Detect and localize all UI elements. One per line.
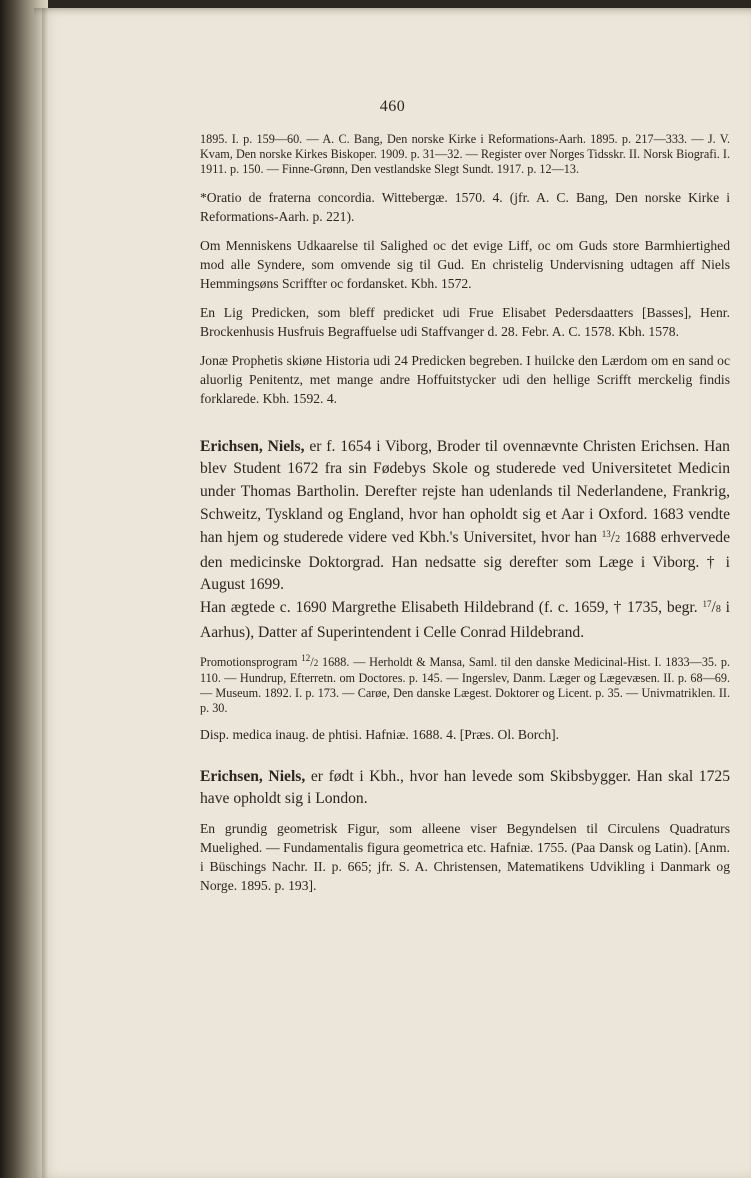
entry-heading-2: Erichsen, Niels, xyxy=(200,767,306,785)
promotion-day: 12 xyxy=(301,652,311,663)
entry-heading: Erichsen, Niels, xyxy=(200,437,305,455)
biography-text: er f. 1654 i Viborg, Broder til ovennævnte Christen Erichsen. Han blev Student 1672 fra sin Fødebys Skole og studerede ved Universitetet Medicin under Thomas Bartholin. Derefter rejste han udenlands til Nederlandene, Frankrig, Schweitz, Tyskland og England, hvor han opholdt sig et Aar i Oxford. 1683 vendte han hjem og studerede videre ved Kbh.'s Universitet, hvor han xyxy=(200,437,730,546)
biography-text-continued: 1688 erhvervede den medicinske Doktorgrad. Han nedsatte sig derefter som Læge i Viborg. † i August 1699. xyxy=(200,528,731,594)
promotion-month: 2 xyxy=(313,657,319,668)
work-entry-udkaarelse: Om Menniskens Udkaarelse til Salighed oc det evige Liff, oc om Guds store Barmhiertighed mod alle Syndere, som omvende sig til Gud. En christelig Undervisning udtagen aff Niels Hemmingsøns Scriffter oc fordansket. Kbh. 1572. xyxy=(200,237,730,291)
book-page xyxy=(34,8,751,1178)
page-content xyxy=(200,132,730,895)
burial-day: 17 xyxy=(702,599,712,610)
date-month: 2 xyxy=(615,533,621,545)
biography-paragraph-second-entry xyxy=(200,766,730,812)
references: Promotionsprogram $^{12}$/2 1688. — Herholdt & Mansa, Saml. til den danske Medicinal-Hist. I. 1833—35. p. 110. — Hundrup, Efterretn. om Doctores. p. 145. — Ingerslev, Danm. Læger og Lægevæsen. II. p. 68—69. — Museum. 1892. I. p. 173. — Carøe, Den danske Lægest. Doktorer og Licent. p. 35. — Univmatriklen. II. p. 30. xyxy=(200,652,730,716)
reference-continuation: 1895. I. p. 159—60. — A. C. Bang, Den norske Kirke i Reformations-Aarh. 1895. p. 217—333. — J. V. Kvam, Den norske Kirkes Biskoper. 1909. p. 31—32. — Register over Norges Tidsskr. II. Norsk Biografi. I. 1911. p. 150. — Finne-Grønn, Den vestlandske Slegt Sundt. 1917. p. 12—13. xyxy=(200,132,730,177)
references-start: Promotionsprogram xyxy=(200,654,302,669)
work-entry-lig-predicken: En Lig Predicken, som bleff predicket udi Frue Elisabet Pedersdaatters [Basses], Henr. Brockenhusis Husfruis Begraffuelse udi Staffvanger d. 28. Febr. A. C. 1578. Kbh. 1578. xyxy=(200,304,730,339)
page-number: 460 xyxy=(379,98,406,115)
marriage-text: Han ægtede c. 1690 Margrethe Elisabeth Hildebrand (f. c. 1659, † 1735, begr. xyxy=(200,599,703,617)
work-entry-oratio: *Oratio de fraterna concordia. Wittebergæ. 1570. 4. (jfr. A. C. Bang, Den norske Kirke i Reformations-Aarh. p. 221). xyxy=(200,189,730,224)
biography-paragraph-2: Han ægtede c. 1690 Margrethe Elisabeth Hildebrand (f. c. 1659, † 1735, begr. $^{17}$/8 i Aarhus), Datter af Superintendent i Celle Conrad Hildebrand. xyxy=(200,599,730,641)
date-day: 13 xyxy=(601,528,611,539)
page-leaf-edge xyxy=(42,8,48,1178)
work-entry-geometrisk-figur: En grundig geometrisk Figur, som alleene viser Begyndelsen til Circulens Quadraturs Muelighed. — Fundamentalis figura geometrica etc. Hafniæ. 1755. (Paa Dansk og Latin). [Anm. i Büschings Nachr. II. p. 665; jfr. S. A. Christensen, Matematikens Udvikling i Danmark og Norge. 1895. p. 193]. xyxy=(200,821,730,894)
references-list: 1688. — Herholdt & Mansa, Saml. til den danske Medicinal-Hist. I. 1833—35. p. 110. — Hundrup, Efterretn. om Doctores. p. 145. — Ingerslev, Danm. Læger og Lægevæsen. II. p. 68—69. — Museum. 1892. I. p. 173. — Carøe, Den danske Lægest. Doktorer og Licent. p. 35. — Univmatriklen. II. p. 30. xyxy=(200,654,730,716)
biography-text-2: er født i Kbh., hvor han levede som Skibsbygger. Han skal 1725 have opholdt sig i London. xyxy=(200,767,730,808)
biography-paragraph-1: Erichsen, Niels, er f. 1654 i Viborg, Broder til ovennævnte Christen Erichsen. Han blev Student 1672 fra sin Fødebys Skole og studerede ved Universitetet Medicin under Thomas Bartholin. Derefter rejste han udenlands til Nederlandene, Frankrig, Schweitz, Tyskland og England, hvor han opholdt sig et Aar i Oxford. 1683 vendte han hjem og studerede videre ved Kbh.'s Universitet, hvor han $^{13}$/2 1688 erhvervede den medicinske Doktorgrad. Han nedsatte sig derefter som Læge i Viborg. † i August 1699. xyxy=(200,437,731,594)
work-entry-disp-medica: Disp. medica inaug. de phtisi. Hafniæ. 1688. 4. [Præs. Ol. Borch]. xyxy=(200,726,560,742)
work-entry-jonae: Jonæ Prophetis skiøne Historia udi 24 Predicken begreben. I huilcke den Lærdom om en sand oc aluorlig Penitentz, met mange andre Hoffuitstycker udi den hellige Scrifft merckelig findis forklarede. Kbh. 1592. 4. xyxy=(200,352,730,406)
burial-month: 8 xyxy=(715,604,721,616)
marriage-text-continued: i Aarhus), Datter af Superintendent i Celle Conrad Hildebrand. xyxy=(200,599,730,641)
